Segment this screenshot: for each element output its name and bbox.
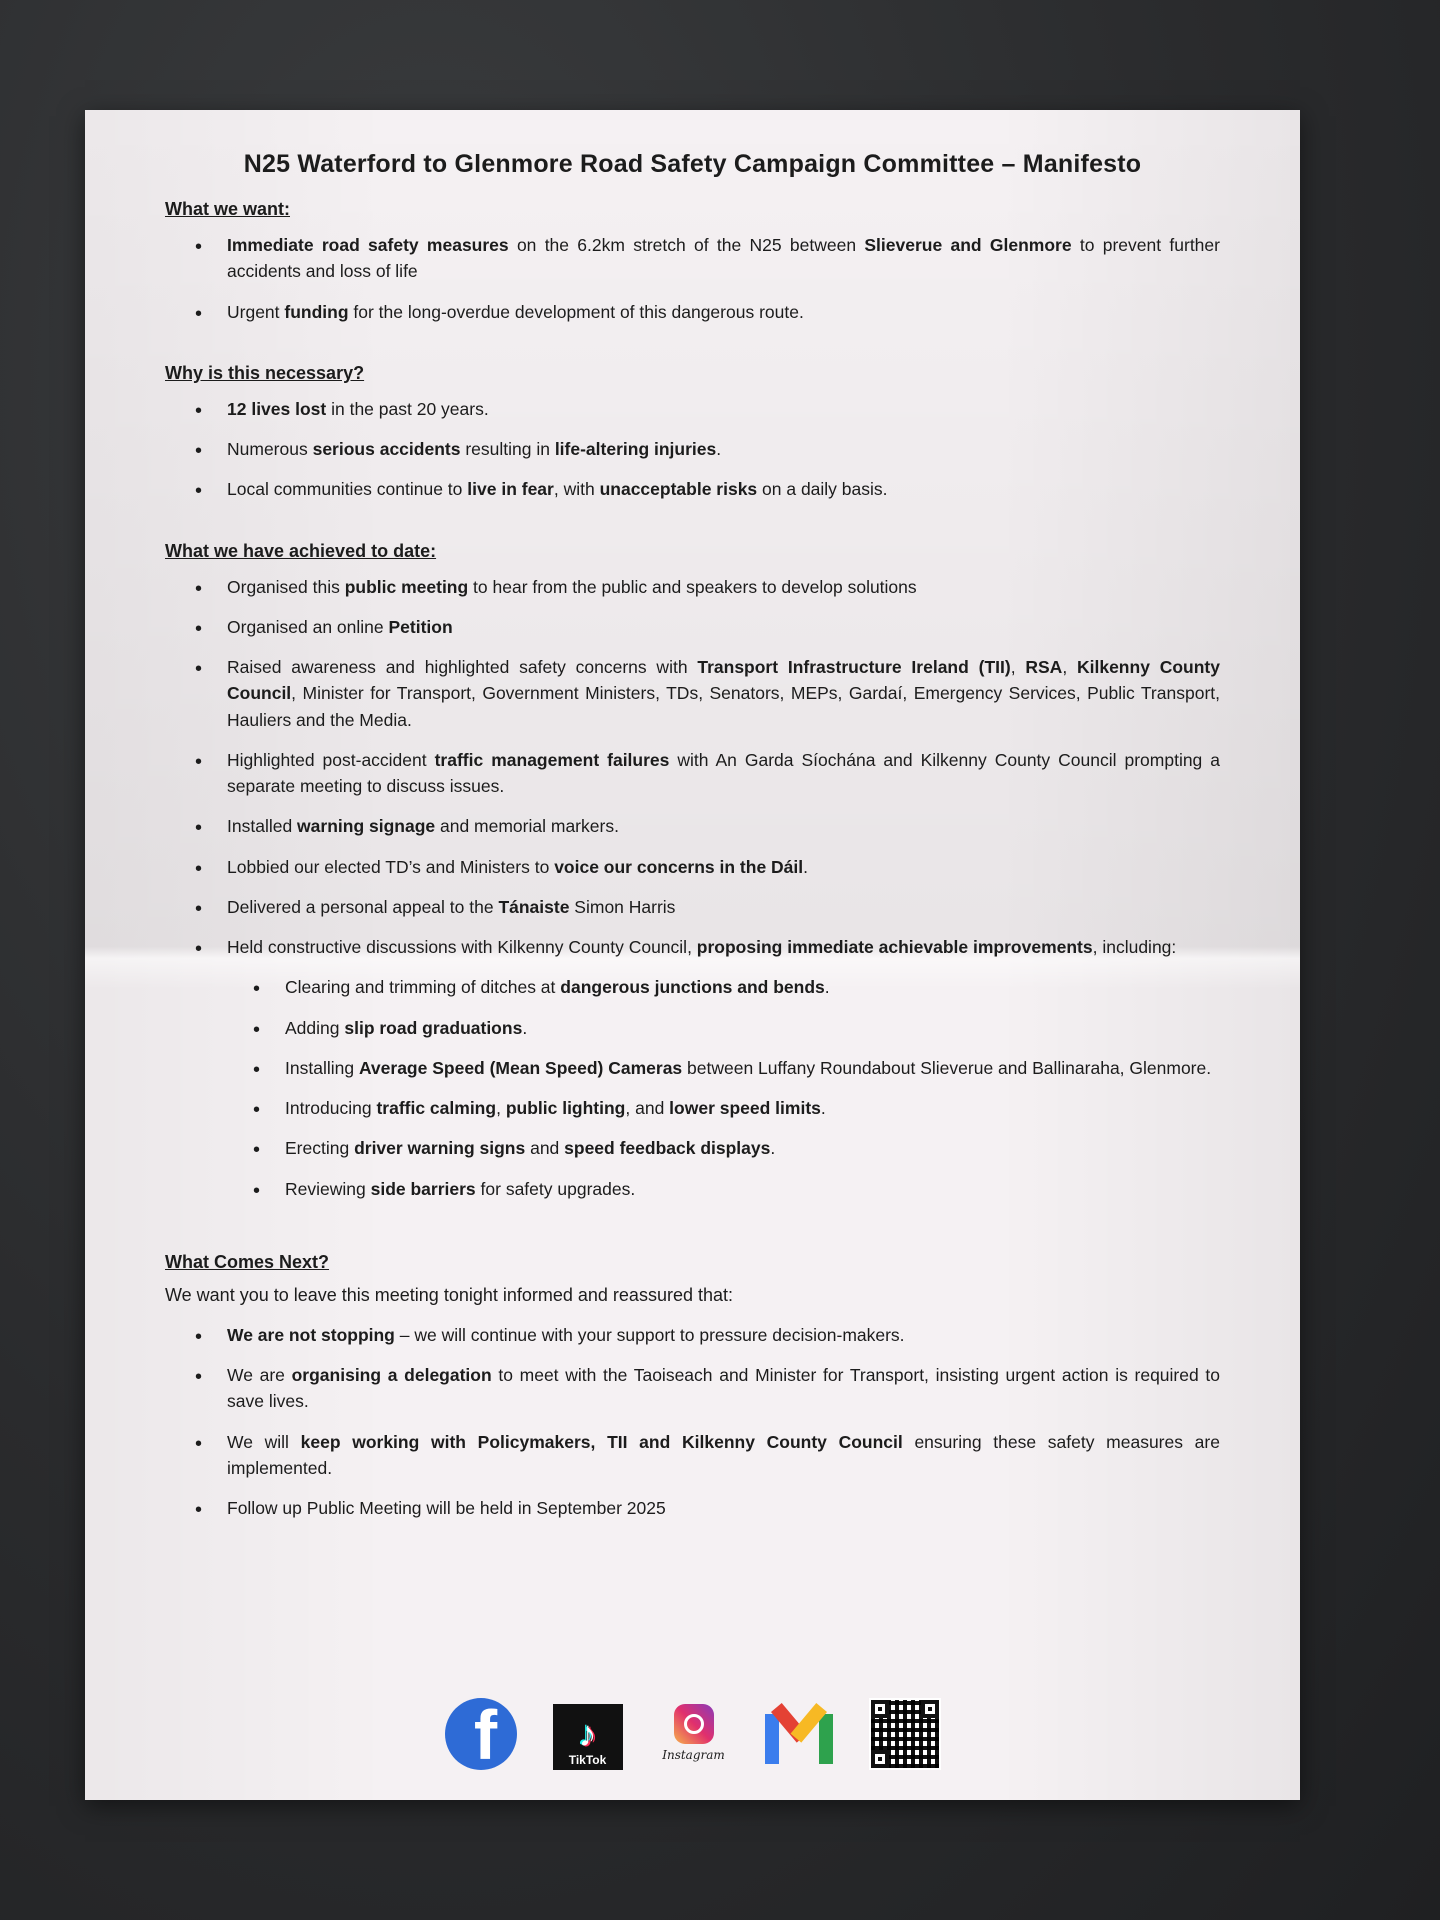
body-text: resulting in — [460, 439, 555, 459]
list-item — [227, 934, 1220, 960]
bold-text: speed feedback displays — [564, 1138, 771, 1159]
body-text: Follow up Public Meeting will be held in September 2025 — [227, 1498, 666, 1518]
bold-text: proposing immediate achievable improvements — [696, 937, 1093, 957]
body-text: , — [496, 1098, 506, 1118]
body-text: . — [803, 856, 809, 877]
body-text: for safety upgrades. — [475, 1178, 636, 1199]
list-item — [227, 1362, 1220, 1415]
bold-text: Average Speed (Mean Speed) Cameras — [358, 1057, 683, 1078]
bold-text: funding — [284, 301, 349, 322]
body-text: Adding — [285, 1017, 345, 1038]
sub-bullet-list — [165, 974, 1220, 1202]
bold-text: Tánaiste — [498, 896, 570, 917]
gmail-icon[interactable] — [765, 1714, 833, 1764]
bullet-list — [165, 232, 1220, 325]
body-text: . — [824, 977, 830, 998]
list-item — [285, 974, 1220, 1000]
body-text: for the long-overdue development of this dangerous route. — [348, 301, 804, 322]
list-item — [227, 1495, 1220, 1521]
bold-text: public meeting — [344, 576, 469, 597]
list-item — [227, 654, 1220, 733]
body-text: , — [1010, 657, 1026, 677]
bold-text: public lighting — [505, 1098, 626, 1118]
body-text: Erecting — [285, 1138, 355, 1159]
body-text: – we will continue with your support to pressure decision-makers. — [394, 1324, 905, 1345]
body-text: Urgent — [227, 301, 285, 322]
bold-text: live in fear — [467, 479, 554, 500]
list-item — [285, 1176, 1220, 1202]
manifesto-page — [85, 110, 1300, 1800]
tiktok-note-glyph: ♪ — [578, 1713, 597, 1754]
body-text: between Luffany Roundabout Slieverue and Ballinaraha, Glenmore. — [682, 1057, 1212, 1078]
body-text: to hear from the public and speakers to develop solutions — [468, 576, 917, 597]
body-text: Simon Harris — [569, 896, 676, 917]
body-text: and memorial markers. — [435, 816, 619, 837]
body-text: in the past 20 years. — [326, 398, 489, 419]
bold-text: unacceptable risks — [599, 479, 758, 500]
body-text: ensuring these safety measures are implemented. — [227, 1431, 1220, 1478]
body-text: to prevent further accidents and loss of life — [227, 235, 1220, 282]
bullet-list — [165, 1322, 1220, 1522]
body-text: We are — [227, 1365, 292, 1385]
list-item — [285, 1095, 1220, 1121]
list-item — [227, 747, 1220, 800]
section-what-we-want — [165, 199, 1220, 325]
body-text: Held constructive discussions with Kilkenny County Council, — [227, 937, 697, 957]
body-text: Organised an online — [227, 616, 389, 637]
body-text: Installing — [285, 1057, 359, 1078]
body-text: , Minister for Transport, Government Ministers, TDs, Senators, MEPs, Gardaí, Emergency Services, Public Transport, Hauliers and the Media. — [227, 683, 1220, 730]
instagram-camera-glyph — [674, 1704, 714, 1744]
tiktok-label: TikTok — [568, 1753, 607, 1767]
bold-text: 12 lives lost — [227, 398, 327, 419]
body-text: and — [525, 1138, 565, 1159]
body-text: Organised this — [227, 576, 345, 597]
bold-text: organising a delegation — [291, 1365, 492, 1385]
bold-text: RSA — [1025, 657, 1063, 677]
bold-text: side barriers — [370, 1178, 476, 1199]
section-what-comes-next — [165, 1252, 1220, 1522]
body-text: , with — [553, 479, 600, 500]
bullet-list — [165, 396, 1220, 503]
bold-text: We are not stopping — [227, 1324, 395, 1345]
list-item — [227, 813, 1220, 839]
list-item — [227, 574, 1220, 600]
body-text: . — [716, 439, 722, 459]
body-text: Highlighted post-accident — [227, 749, 435, 770]
list-item — [227, 476, 1220, 502]
body-text: We will — [227, 1431, 301, 1452]
bold-text: Kilkenny County Council — [227, 657, 1220, 704]
body-text: , and — [625, 1098, 670, 1118]
bold-text: Transport Infrastructure Ireland (TII) — [697, 657, 1011, 677]
section-heading: What we want: — [165, 199, 290, 219]
intro-text: We want you to leave this meeting tonight informed and reassured that: — [165, 1284, 733, 1305]
section-heading: Why is this necessary? — [165, 362, 365, 383]
bold-text: serious accidents — [312, 439, 461, 459]
list-item — [285, 1135, 1220, 1161]
list-item — [227, 894, 1220, 920]
facebook-icon[interactable]: f — [445, 1698, 517, 1770]
social-icons — [85, 1698, 1300, 1770]
body-text: Raised awareness and highlighted safety concerns with — [227, 657, 698, 677]
body-text: Delivered a personal appeal to the — [227, 896, 499, 917]
body-text: . — [820, 1098, 826, 1118]
instagram-label: Instagram — [662, 1748, 725, 1762]
qr-code-icon[interactable] — [869, 1698, 941, 1770]
section-heading: What Comes Next? — [165, 1251, 330, 1272]
body-text: . — [770, 1138, 776, 1159]
tiktok-icon[interactable] — [553, 1704, 623, 1770]
body-text: Numerous — [227, 439, 313, 459]
list-item — [227, 1429, 1220, 1482]
body-text: , including: — [1092, 937, 1177, 957]
bold-text: traffic management failures — [434, 749, 670, 770]
body-text: on the 6.2km stretch of the N25 between — [508, 235, 865, 255]
list-item — [285, 1055, 1220, 1081]
bold-text: Slieverue and Glenmore — [864, 235, 1072, 255]
bullet-list — [165, 574, 1220, 961]
instagram-icon[interactable] — [659, 1704, 729, 1770]
section-heading: What we have achieved to date: — [165, 540, 437, 561]
bold-text: slip road graduations — [344, 1017, 523, 1038]
list-item — [227, 1322, 1220, 1348]
bold-text: voice our concerns in the Dáil — [554, 856, 804, 877]
bold-text: driver warning signs — [354, 1138, 526, 1159]
page-title: N25 Waterford to Glenmore Road Safety Campaign Committee – Manifesto — [243, 150, 1142, 178]
body-text: Installed — [227, 816, 298, 837]
bold-text: traffic calming — [376, 1098, 497, 1118]
section-why-necessary — [165, 363, 1220, 503]
body-text: with An Garda Síochána and Kilkenny County Council prompting a separate meeting to discuss issues. — [227, 749, 1221, 796]
body-text: to meet with the Taoiseach and Minister for Transport, insisting urgent action is required to save lives. — [227, 1365, 1221, 1412]
bold-text: lower speed limits — [669, 1098, 821, 1118]
bold-text: Petition — [388, 616, 453, 637]
bold-text: Immediate road safety measures — [227, 235, 509, 255]
list-item — [227, 232, 1220, 285]
list-item — [227, 299, 1220, 325]
body-text: Reviewing — [285, 1178, 371, 1199]
list-item — [227, 854, 1220, 880]
bold-text: keep working with Policymakers, TII and Kilkenny County Council — [300, 1431, 903, 1452]
body-text: . — [522, 1017, 528, 1038]
body-text: on a daily basis. — [757, 479, 888, 500]
section-achieved — [165, 541, 1220, 1202]
bold-text: dangerous junctions and bends — [560, 977, 825, 998]
list-item — [227, 436, 1220, 462]
list-item — [227, 614, 1220, 640]
body-text: , — [1062, 657, 1077, 677]
list-item — [227, 396, 1220, 422]
bold-text: life-altering injuries — [554, 439, 717, 459]
list-item — [285, 1015, 1220, 1041]
body-text: Local communities continue to — [227, 479, 468, 500]
body-text: Introducing — [285, 1098, 377, 1118]
bold-text: warning signage — [297, 816, 436, 837]
body-text: Lobbied our elected TD’s and Ministers to — [227, 856, 555, 877]
body-text: Clearing and trimming of ditches at — [285, 977, 561, 998]
